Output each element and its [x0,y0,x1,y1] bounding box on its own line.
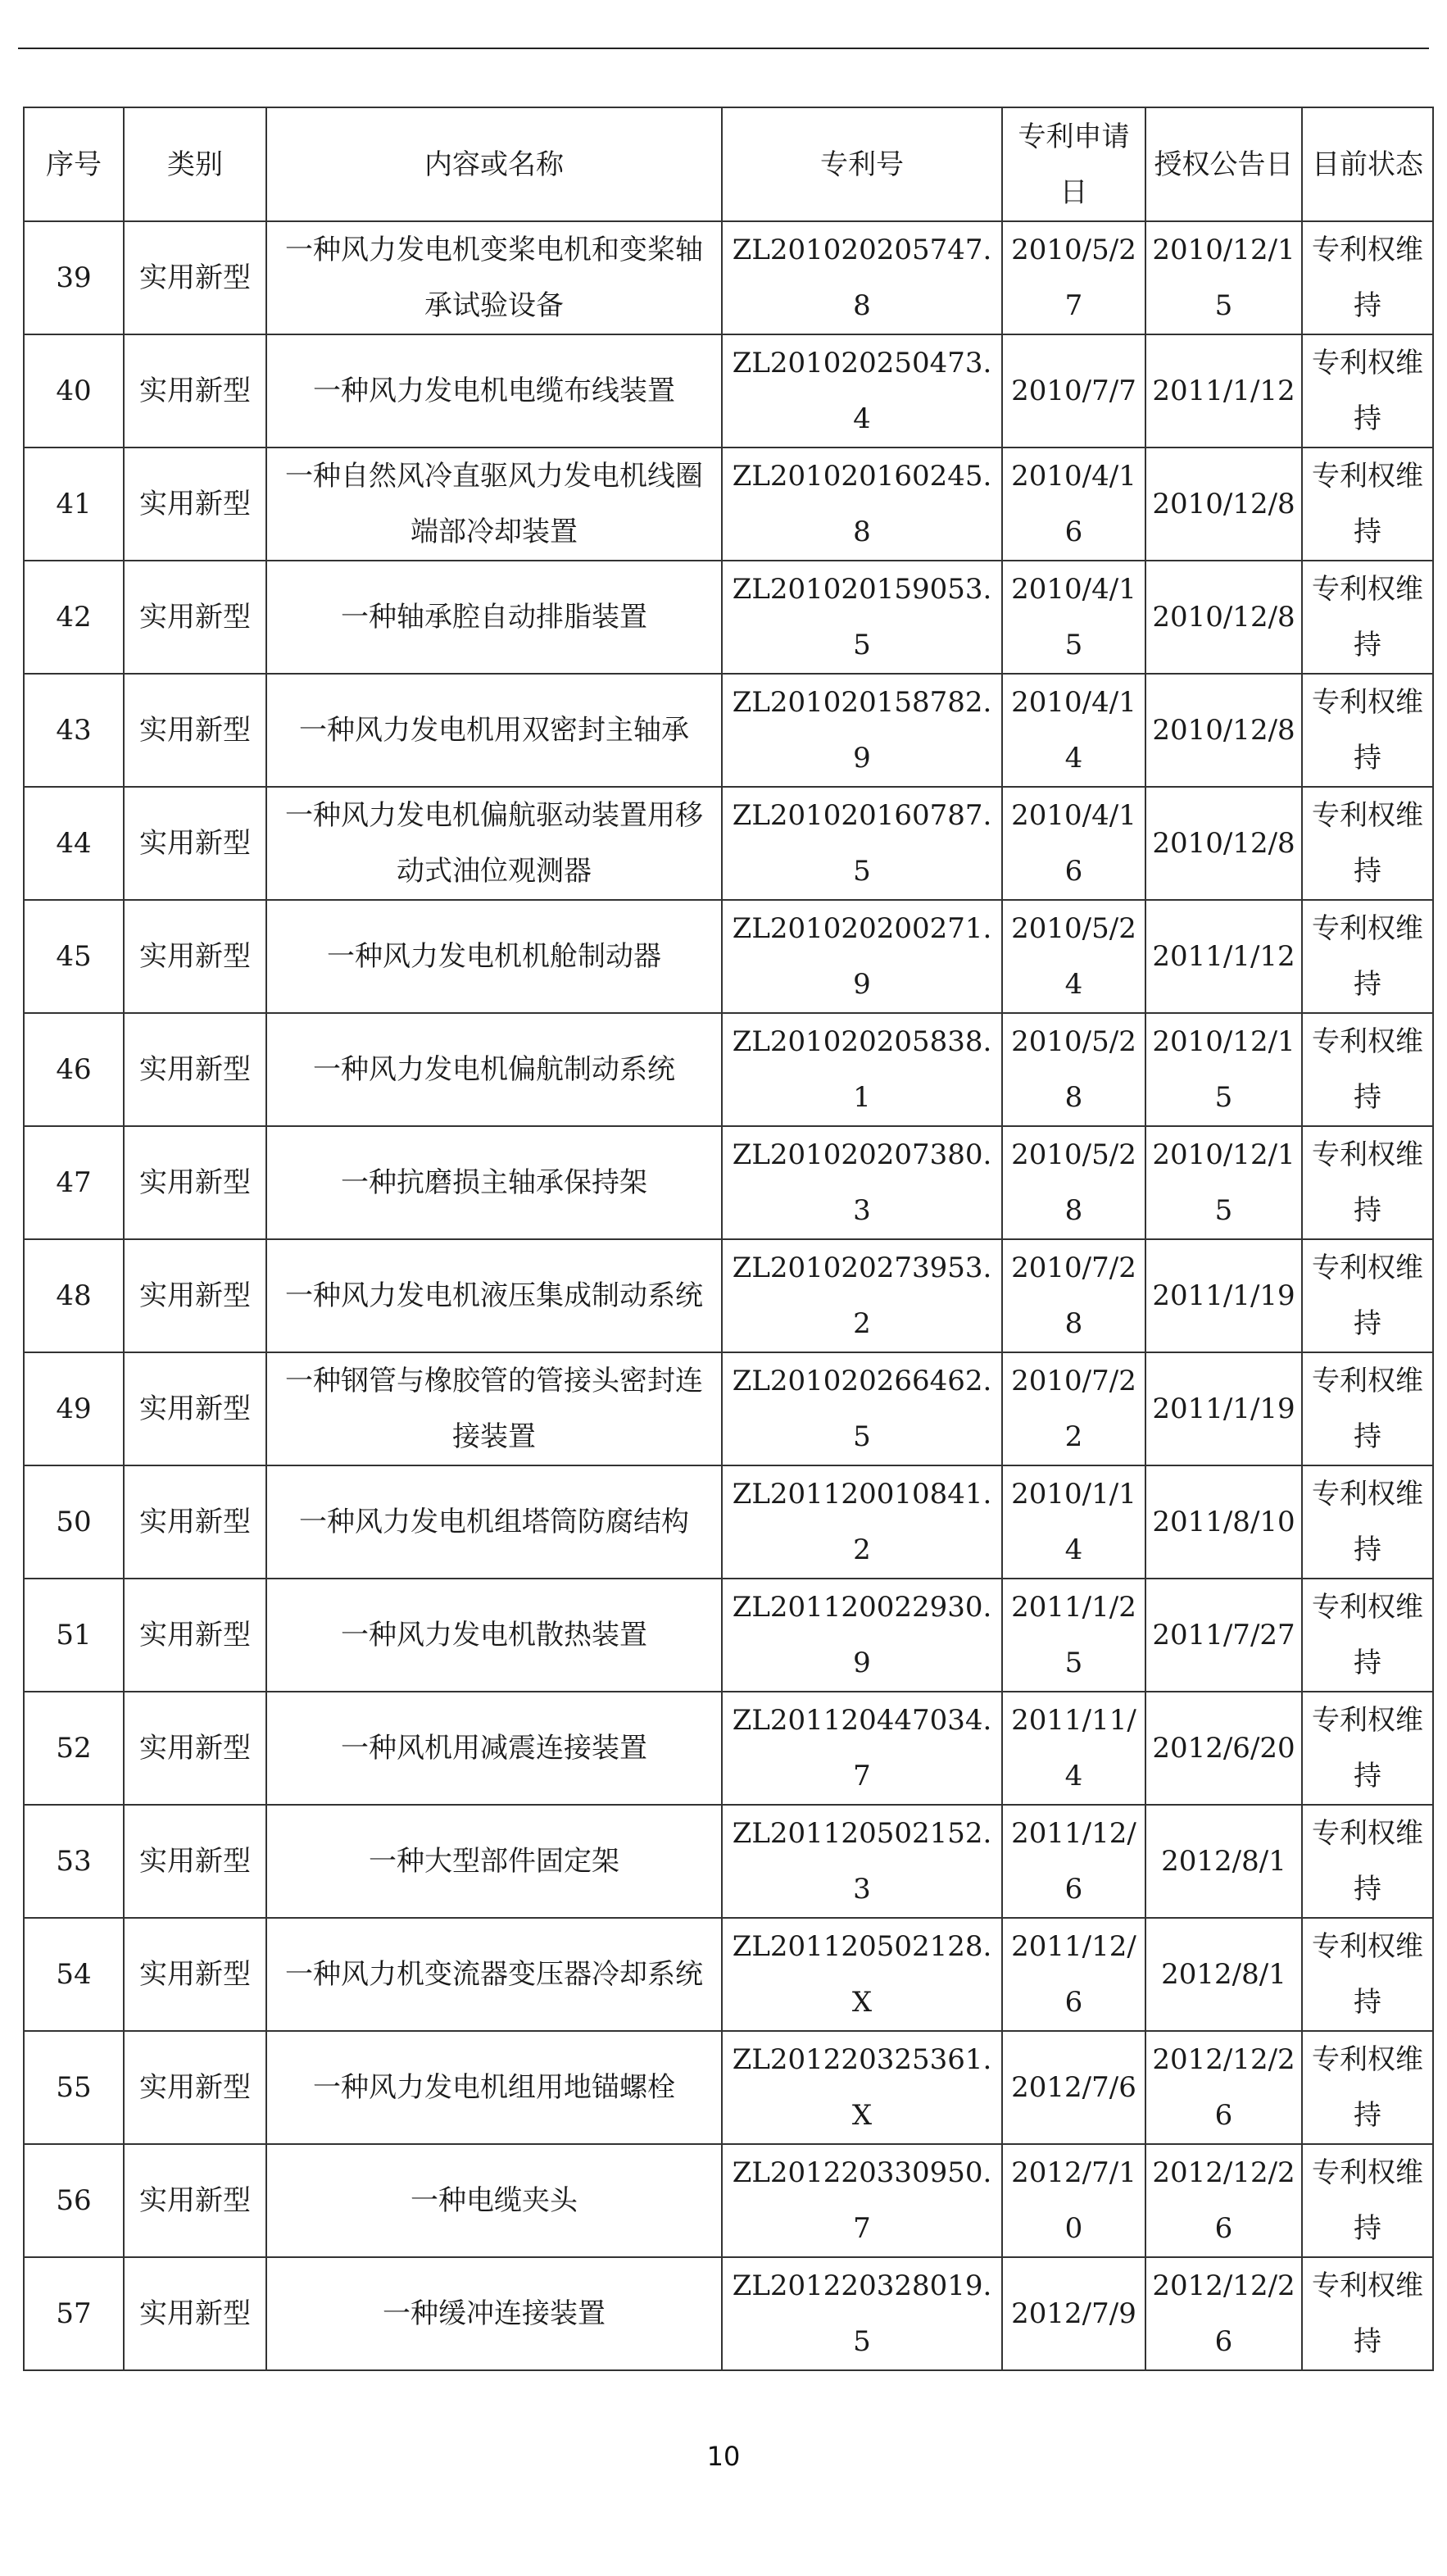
cell-no: 40 [24,334,124,448]
cell-type: 实用新型 [124,674,266,787]
table-row [24,448,1433,561]
cell-grant-date: 2010/12/8 [1145,674,1302,787]
cell-apply-date: 2010/4/14 [1002,674,1145,787]
cell-type: 实用新型 [124,561,266,674]
cell-name: 一种大型部件固定架 [266,1805,722,1918]
cell-patent-no: ZL201020250473.4 [722,334,1002,448]
cell-type: 实用新型 [124,1239,266,1352]
cell-patent-no: ZL201220328019.5 [722,2257,1002,2370]
cell-no: 55 [24,2031,124,2144]
table-row [24,900,1433,1013]
cell-grant-date: 2010/12/8 [1145,787,1302,900]
cell-no: 46 [24,1013,124,1126]
cell-no: 56 [24,2144,124,2257]
cell-grant-date: 2010/12/15 [1145,1013,1302,1126]
cell-status: 专利权维持 [1302,1013,1433,1126]
cell-grant-date: 2011/1/19 [1145,1239,1302,1352]
cell-name: 一种风力发电机机舱制动器 [266,900,722,1013]
cell-status: 专利权维持 [1302,1579,1433,1692]
cell-apply-date: 2010/7/22 [1002,1352,1145,1465]
cell-no: 53 [24,1805,124,1918]
cell-status: 专利权维持 [1302,448,1433,561]
table-row [24,1126,1433,1239]
cell-name: 一种风机用减震连接装置 [266,1692,722,1805]
cell-no: 49 [24,1352,124,1465]
cell-grant-date: 2011/7/27 [1145,1579,1302,1692]
cell-name: 一种风力发电机用双密封主轴承 [266,674,722,787]
cell-no: 39 [24,221,124,334]
cell-apply-date: 2010/4/15 [1002,561,1145,674]
cell-status: 专利权维持 [1302,561,1433,674]
cell-type: 实用新型 [124,1013,266,1126]
table-row [24,334,1433,448]
cell-status: 专利权维持 [1302,1239,1433,1352]
cell-type: 实用新型 [124,2257,266,2370]
table-header-row [24,107,1433,221]
cell-no: 41 [24,448,124,561]
cell-apply-date: 2010/5/28 [1002,1126,1145,1239]
cell-grant-date: 2012/8/1 [1145,1805,1302,1918]
cell-no: 43 [24,674,124,787]
cell-name: 一种缓冲连接装置 [266,2257,722,2370]
cell-patent-no: ZL201220330950.7 [722,2144,1002,2257]
cell-name: 一种钢管与橡胶管的管接头密封连接装置 [266,1352,722,1465]
cell-no: 52 [24,1692,124,1805]
cell-status: 专利权维持 [1302,1805,1433,1918]
cell-no: 48 [24,1239,124,1352]
cell-patent-no: ZL201120022930.9 [722,1579,1002,1692]
table-row [24,561,1433,674]
header-apply-date: 专利申请日 [1002,107,1145,221]
cell-grant-date: 2011/1/12 [1145,334,1302,448]
cell-status: 专利权维持 [1302,1692,1433,1805]
table-row [24,1918,1433,2031]
cell-apply-date: 2010/7/7 [1002,334,1145,448]
cell-apply-date: 2012/7/10 [1002,2144,1145,2257]
table-row [24,1805,1433,1918]
cell-type: 实用新型 [124,1465,266,1579]
cell-no: 51 [24,1579,124,1692]
table-row [24,2257,1433,2370]
header-no: 序号 [24,107,124,221]
cell-type: 实用新型 [124,1579,266,1692]
cell-status: 专利权维持 [1302,900,1433,1013]
cell-type: 实用新型 [124,1352,266,1465]
header-patent-no: 专利号 [722,107,1002,221]
cell-name: 一种风力机变流器变压器冷却系统 [266,1918,722,2031]
cell-no: 44 [24,787,124,900]
cell-patent-no: ZL201120502152.3 [722,1805,1002,1918]
cell-grant-date: 2011/1/19 [1145,1352,1302,1465]
table-row [24,1239,1433,1352]
cell-apply-date: 2012/7/9 [1002,2257,1145,2370]
cell-status: 专利权维持 [1302,2144,1433,2257]
cell-patent-no: ZL201020205838.1 [722,1013,1002,1126]
cell-grant-date: 2010/12/8 [1145,448,1302,561]
cell-status: 专利权维持 [1302,1126,1433,1239]
cell-name: 一种风力发电机组用地锚螺栓 [266,2031,722,2144]
header-type: 类别 [124,107,266,221]
cell-grant-date: 2012/12/26 [1145,2257,1302,2370]
cell-apply-date: 2012/7/6 [1002,2031,1145,2144]
cell-status: 专利权维持 [1302,674,1433,787]
table-row [24,2031,1433,2144]
cell-patent-no: ZL201020205747.8 [722,221,1002,334]
cell-patent-no: ZL201020159053.5 [722,561,1002,674]
cell-no: 54 [24,1918,124,2031]
cell-apply-date: 2011/12/6 [1002,1918,1145,2031]
cell-no: 57 [24,2257,124,2370]
cell-no: 45 [24,900,124,1013]
cell-apply-date: 2010/5/24 [1002,900,1145,1013]
table-row [24,787,1433,900]
cell-apply-date: 2010/4/16 [1002,448,1145,561]
cell-name: 一种风力发电机变桨电机和变桨轴承试验设备 [266,221,722,334]
cell-status: 专利权维持 [1302,221,1433,334]
cell-grant-date: 2012/12/26 [1145,2031,1302,2144]
table-row [24,1579,1433,1692]
cell-type: 实用新型 [124,1692,266,1805]
cell-name: 一种轴承腔自动排脂装置 [266,561,722,674]
cell-grant-date: 2011/1/12 [1145,900,1302,1013]
page-number: 10 [706,2441,741,2472]
cell-patent-no: ZL201120010841.2 [722,1465,1002,1579]
cell-patent-no: ZL201020160787.5 [722,787,1002,900]
cell-name: 一种自然风冷直驱风力发电机线圈端部冷却装置 [266,448,722,561]
cell-grant-date: 2010/12/8 [1145,561,1302,674]
table-row [24,1465,1433,1579]
cell-grant-date: 2010/12/15 [1145,221,1302,334]
cell-status: 专利权维持 [1302,2031,1433,2144]
cell-apply-date: 2010/5/27 [1002,221,1145,334]
cell-patent-no: ZL201220325361.X [722,2031,1002,2144]
cell-grant-date: 2012/8/1 [1145,1918,1302,2031]
cell-apply-date: 2010/7/28 [1002,1239,1145,1352]
cell-name: 一种风力发电机电缆布线装置 [266,334,722,448]
cell-patent-no: ZL201020200271.9 [722,900,1002,1013]
cell-grant-date: 2010/12/15 [1145,1126,1302,1239]
cell-no: 50 [24,1465,124,1579]
cell-apply-date: 2010/5/28 [1002,1013,1145,1126]
cell-patent-no: ZL201020158782.9 [722,674,1002,787]
cell-apply-date: 2010/4/16 [1002,787,1145,900]
cell-patent-no: ZL201020273953.2 [722,1239,1002,1352]
cell-status: 专利权维持 [1302,334,1433,448]
table-row [24,2144,1433,2257]
cell-name: 一种风力发电机偏航驱动装置用移动式油位观测器 [266,787,722,900]
cell-type: 实用新型 [124,448,266,561]
table-row [24,674,1433,787]
cell-no: 47 [24,1126,124,1239]
cell-type: 实用新型 [124,334,266,448]
cell-apply-date: 2011/1/25 [1002,1579,1145,1692]
header-status: 目前状态 [1302,107,1433,221]
cell-patent-no: ZL201020266462.5 [722,1352,1002,1465]
cell-type: 实用新型 [124,2031,266,2144]
cell-name: 一种风力发电机液压集成制动系统 [266,1239,722,1352]
cell-name: 一种风力发电机偏航制动系统 [266,1013,722,1126]
header-rule [18,48,1429,49]
cell-apply-date: 2010/1/14 [1002,1465,1145,1579]
cell-patent-no: ZL201020207380.3 [722,1126,1002,1239]
cell-type: 实用新型 [124,1126,266,1239]
cell-name: 一种电缆夹头 [266,2144,722,2257]
cell-patent-no: ZL201020160245.8 [722,448,1002,561]
cell-grant-date: 2011/8/10 [1145,1465,1302,1579]
table-row [24,1013,1433,1126]
cell-patent-no: ZL201120447034.7 [722,1692,1002,1805]
cell-name: 一种抗磨损主轴承保持架 [266,1126,722,1239]
cell-status: 专利权维持 [1302,1465,1433,1579]
table-row [24,221,1433,334]
cell-patent-no: ZL201120502128.X [722,1918,1002,2031]
cell-type: 实用新型 [124,787,266,900]
header-name: 内容或名称 [266,107,722,221]
cell-apply-date: 2011/11/4 [1002,1692,1145,1805]
table-row [24,1692,1433,1805]
cell-type: 实用新型 [124,900,266,1013]
cell-type: 实用新型 [124,1918,266,2031]
cell-status: 专利权维持 [1302,1352,1433,1465]
cell-grant-date: 2012/12/26 [1145,2144,1302,2257]
header-grant-date: 授权公告日 [1145,107,1302,221]
cell-name: 一种风力发电机散热装置 [266,1579,722,1692]
patent-table [23,107,1434,2371]
cell-name: 一种风力发电机组塔筒防腐结构 [266,1465,722,1579]
cell-status: 专利权维持 [1302,1918,1433,2031]
cell-status: 专利权维持 [1302,787,1433,900]
cell-type: 实用新型 [124,221,266,334]
table-row [24,1352,1433,1465]
cell-type: 实用新型 [124,2144,266,2257]
cell-status: 专利权维持 [1302,2257,1433,2370]
cell-type: 实用新型 [124,1805,266,1918]
cell-grant-date: 2012/6/20 [1145,1692,1302,1805]
cell-no: 42 [24,561,124,674]
cell-apply-date: 2011/12/6 [1002,1805,1145,1918]
